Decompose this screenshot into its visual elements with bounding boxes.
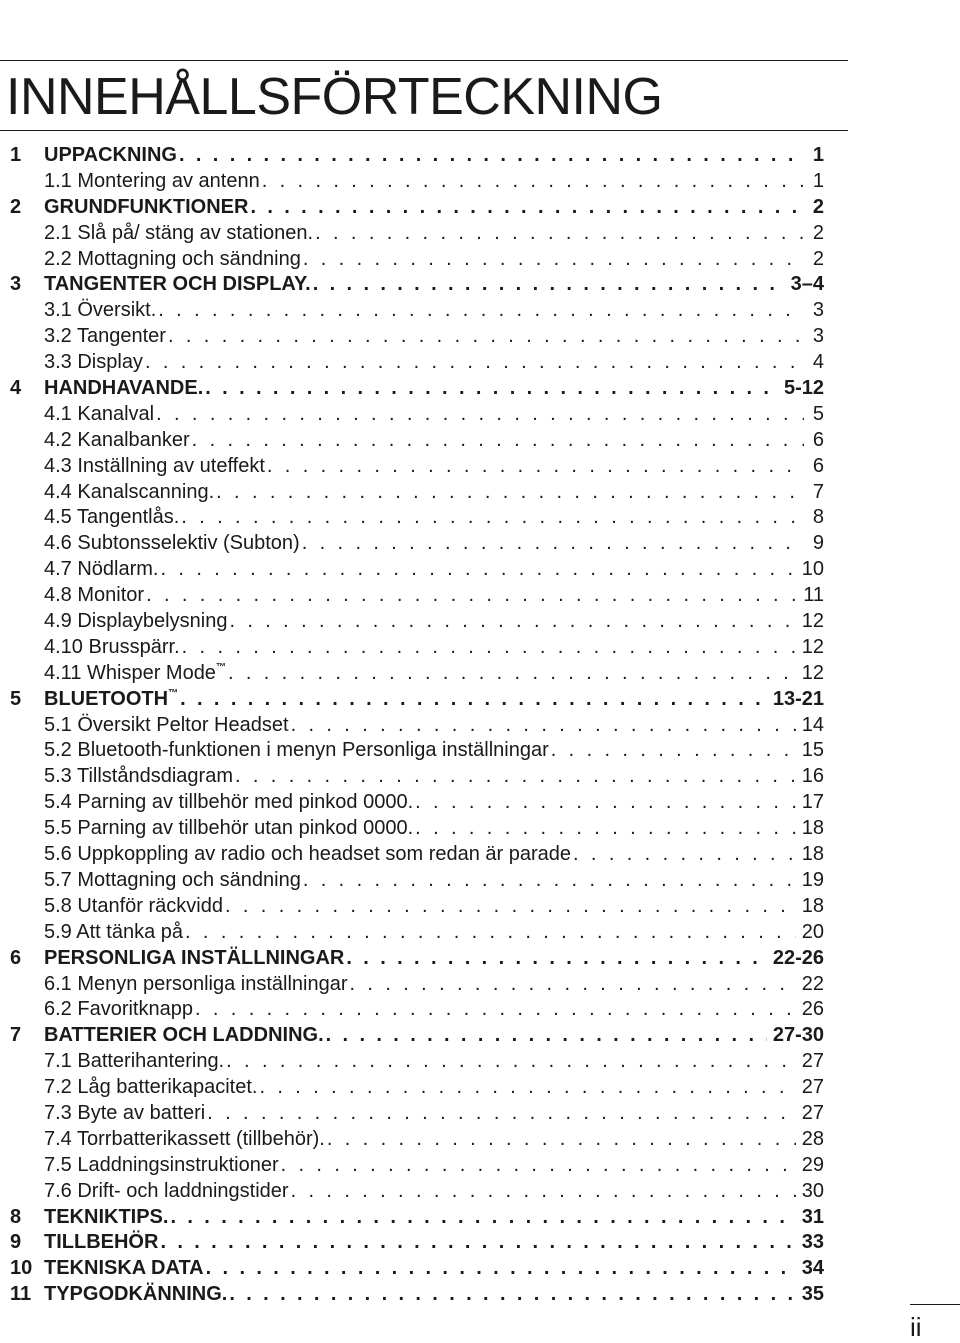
toc-entry-page: 29 [801, 1153, 824, 1176]
toc-entry-title [10, 170, 260, 193]
toc-chapter-entry[interactable] [10, 947, 824, 973]
toc-entry-page: 12 [801, 661, 824, 684]
dot-leader [327, 1128, 796, 1151]
toc-entry-title [10, 222, 313, 245]
toc-entry-title [10, 636, 180, 659]
toc-entry-page: 4 [812, 351, 824, 374]
toc-entry-title-text: 4.5 Tangentlås. [44, 506, 180, 529]
dot-leader [205, 377, 778, 400]
toc-entry-title-text: 3.2 Tangenter [44, 325, 166, 348]
toc-chapter-entry[interactable] [10, 144, 824, 170]
toc-entry-title-text: 3.3 Display [44, 351, 143, 374]
toc-entry-title-text: 4.3 Inställning av uteffekt [44, 454, 265, 477]
toc-section-entry[interactable] [10, 481, 824, 507]
toc-entry-title-text: 4.4 Kanalscanning. [44, 480, 215, 503]
toc-entry-page: 16 [801, 765, 824, 788]
dot-leader [170, 1206, 795, 1229]
toc-entry-title-text: 5.9 Att tänka på [44, 920, 183, 943]
dot-leader [180, 688, 767, 711]
dot-leader [226, 1050, 796, 1073]
toc-entry-page: 9 [812, 532, 824, 555]
toc-entry-number: 11 [10, 1283, 32, 1306]
toc-entry-page: 15 [801, 739, 824, 762]
toc-entry-number: 10 [10, 1257, 33, 1280]
toc-section-entry[interactable] [10, 714, 824, 740]
toc-entry-title-text: 5.1 Översikt Peltor Headset [44, 713, 289, 736]
toc-entry-page: 6 [812, 454, 824, 477]
toc-entry-title-text: 7.4 Torrbatterikassett (tillbehör). [44, 1127, 325, 1150]
toc-entry-title [10, 455, 265, 478]
toc-entry-page: 22-26 [772, 946, 824, 969]
toc-entry-page: 18 [801, 817, 824, 840]
toc-entry-title [44, 196, 248, 219]
toc-entry-title-text: 4.10 Brusspärr. [44, 635, 180, 658]
toc-entry-page: 27 [801, 1050, 824, 1073]
dot-leader [156, 403, 804, 426]
dot-leader [146, 584, 797, 607]
toc-entry-page: 12 [801, 635, 824, 658]
toc-entry-page: 19 [801, 868, 824, 891]
toc-entry-title [10, 1102, 205, 1125]
toc-entry-title-text: TEKNIKTIPS. [44, 1205, 169, 1228]
toc-entry-title [10, 299, 156, 322]
toc-entry-title [10, 558, 159, 581]
toc-entry-page: 8 [812, 506, 824, 529]
toc-entry-title-text: 7.5 Laddningsinstruktioner [44, 1153, 279, 1176]
toc-entry-page: 1 [812, 169, 824, 192]
toc-section-entry[interactable] [10, 403, 824, 429]
toc-section-entry[interactable] [10, 248, 824, 274]
dot-leader [262, 170, 804, 193]
toc-entry-title-text: 2.1 Slå på/ stäng av stationen. [44, 221, 314, 244]
trademark-mark: ™ [215, 661, 226, 673]
toc-entry-title-text: 5.3 Tillståndsdiagram [44, 765, 233, 788]
toc-chapter-entry[interactable] [10, 196, 824, 222]
toc-entry-title-text: 5.8 Utanför räckvidd [44, 894, 223, 917]
dot-leader [303, 248, 804, 271]
toc-entry-title [44, 688, 178, 711]
toc-entry-page: 13-21 [772, 687, 824, 710]
toc-section-entry[interactable] [10, 921, 824, 947]
toc-entry-title [10, 1154, 279, 1177]
toc-entry-title [10, 895, 223, 918]
toc-entry-title-text: 2.2 Mottagning och sändning [44, 247, 301, 270]
toc-entry-page: 5-12 [783, 377, 824, 400]
toc-entry-title [10, 248, 301, 271]
toc-entry-page: 7 [812, 480, 824, 503]
toc-entry-title [44, 377, 203, 400]
toc-entry-title [44, 1257, 204, 1280]
toc-entry-page: 18 [801, 894, 824, 917]
toc-entry-title [10, 481, 214, 504]
toc-entry-page: 27 [801, 1101, 824, 1124]
toc-section-entry[interactable] [10, 610, 824, 636]
toc-section-entry[interactable] [10, 1076, 824, 1102]
toc-section-entry[interactable] [10, 584, 824, 610]
dot-leader [229, 610, 795, 633]
toc-entry-number: 1 [10, 144, 22, 166]
toc-entry-page: 11 [803, 584, 824, 607]
toc-entry-title [10, 843, 571, 866]
toc-entry-title-text: 4.11 Whisper Mode [44, 661, 216, 684]
toc-entry-title-text: 5.4 Parning av tillbehör med pinkod 0000. [44, 791, 414, 814]
toc-entry-title-text: 5.5 Parning av tillbehör utan pinkod 0000. [44, 817, 414, 840]
toc-entry-page: 14 [801, 713, 824, 736]
toc-chapter-entry[interactable] [10, 688, 824, 714]
toc-entry-page: 28 [801, 1127, 824, 1150]
dot-leader [216, 481, 804, 504]
toc-section-entry[interactable] [10, 325, 824, 351]
dot-leader [415, 817, 796, 840]
toc-entry-number: 7 [10, 1024, 22, 1047]
dot-leader [291, 1180, 796, 1203]
toc-chapter-entry[interactable] [10, 1024, 824, 1050]
toc-entry-page: 31 [801, 1205, 824, 1228]
dot-leader [313, 273, 785, 296]
toc-entry-page: 6 [812, 428, 824, 451]
dot-leader [281, 1154, 796, 1177]
toc-entry-page: 5 [812, 402, 824, 425]
toc-entry-number: 3 [10, 273, 22, 296]
toc-entry-page: 2 [812, 221, 824, 244]
dot-leader [206, 1257, 796, 1280]
dot-leader [250, 196, 804, 219]
dot-leader [551, 739, 796, 762]
toc-entry-page: 30 [801, 1179, 824, 1202]
toc-section-entry[interactable] [10, 222, 824, 248]
toc-entry-page: 22 [801, 972, 824, 995]
toc-entry-title-text: 5.6 Uppkoppling av radio och headset som redan är parade [44, 843, 572, 866]
toc-entry-title-text: 4.2 Kanalbanker [44, 428, 190, 451]
dot-leader [158, 299, 804, 322]
toc-entry-title-text: 7.3 Byte av batteri [44, 1101, 206, 1124]
toc-entry-title [10, 817, 413, 840]
toc-entry-page: 3 [812, 325, 824, 348]
toc-entry-page: 27-30 [772, 1024, 824, 1047]
dot-leader [303, 869, 796, 892]
dot-leader [326, 1024, 767, 1047]
toc-entry-title [44, 144, 177, 167]
toc-entry-page: 26 [801, 998, 824, 1021]
toc-entry-page: 1 [812, 144, 824, 166]
toc-section-entry[interactable] [10, 455, 824, 481]
toc-entry-title-text: 3.1 Översikt. [44, 299, 157, 322]
dot-leader [267, 455, 804, 478]
toc-entry-page: 17 [801, 791, 824, 814]
toc-entry-title [10, 429, 190, 452]
toc-chapter-entry[interactable] [10, 1257, 824, 1283]
toc-chapter-entry[interactable] [10, 377, 824, 403]
dot-leader [207, 1102, 796, 1125]
toc-entry-page: 2 [812, 195, 824, 218]
toc-section-entry[interactable] [10, 791, 824, 817]
toc-entry-title-text: TYPGODKÄNNING. [44, 1283, 228, 1306]
trademark-mark: ™ [168, 687, 179, 699]
dot-leader [181, 506, 804, 529]
toc-section-entry[interactable] [10, 1102, 824, 1128]
toc-section-entry[interactable] [10, 1128, 824, 1154]
toc-section-entry[interactable] [10, 895, 824, 921]
toc-chapter-entry[interactable] [10, 1231, 824, 1257]
toc-entry-title-text: 5.7 Mottagning och sändning [44, 868, 301, 891]
toc-entry-number: 4 [10, 377, 22, 400]
toc-section-entry[interactable] [10, 1180, 824, 1206]
toc-section-entry[interactable] [10, 973, 824, 999]
dot-leader [235, 765, 796, 788]
toc-entry-title-text: 6.1 Menyn personliga inställningar [44, 972, 348, 995]
toc-entry-page: 18 [801, 843, 824, 866]
page-number: ii [910, 1312, 922, 1342]
dot-leader [182, 636, 796, 659]
toc-entry-page: 12 [801, 610, 824, 633]
toc-section-entry[interactable] [10, 662, 824, 688]
toc-entry-page: 3 [812, 299, 824, 322]
toc-entry-title-text: 7.6 Drift- och laddningstider [44, 1179, 289, 1202]
toc-section-entry[interactable] [10, 739, 824, 765]
toc-section-entry[interactable] [10, 843, 824, 869]
toc-section-entry[interactable] [10, 429, 824, 455]
toc-entry-page: 20 [801, 920, 824, 943]
dot-leader [350, 973, 796, 996]
toc-entry-title [10, 351, 143, 374]
toc-entry-title-text: 4.8 Monitor [44, 584, 145, 607]
toc-entry-title-text: TANGENTER OCH DISPLAY. [44, 273, 311, 296]
toc-entry-page: 35 [801, 1283, 824, 1306]
toc-entry-title [10, 403, 154, 426]
toc-entry-title [10, 532, 300, 555]
toc-entry-title [44, 1024, 324, 1047]
dot-leader [229, 1283, 795, 1306]
toc-entry-title [10, 325, 166, 348]
toc-entry-title [10, 1180, 289, 1203]
toc-entry-title [10, 584, 144, 607]
toc-entry-page: 34 [801, 1257, 824, 1280]
dot-leader [160, 1231, 795, 1254]
dot-leader [185, 921, 796, 944]
toc-chapter-entry[interactable] [10, 1283, 824, 1309]
toc-entry-title [10, 662, 226, 685]
dot-leader [259, 1076, 795, 1099]
toc-section-entry[interactable] [10, 636, 824, 662]
toc-entry-title [10, 998, 193, 1021]
dot-leader [195, 998, 796, 1021]
toc-entry-page: 2 [812, 247, 824, 270]
dot-leader [168, 325, 804, 348]
toc-section-entry[interactable] [10, 351, 824, 377]
toc-entry-title [10, 610, 227, 633]
dot-leader [225, 895, 796, 918]
toc-entry-title [10, 791, 413, 814]
dot-leader [346, 947, 766, 970]
toc-entry-number: 2 [10, 195, 22, 218]
dot-leader [161, 558, 796, 581]
toc-entry-title-text: 1.1 Montering av antenn [44, 169, 260, 192]
dot-leader [192, 429, 804, 452]
toc-entry-title [44, 273, 311, 296]
toc-entry-title [44, 1231, 158, 1254]
toc-chapter-entry[interactable] [10, 1206, 824, 1232]
toc-section-entry[interactable] [10, 998, 824, 1024]
toc-section-entry[interactable] [10, 532, 824, 558]
toc-entry-title [10, 714, 289, 737]
toc-entry-title-text: 5.2 Bluetooth-funktionen i menyn Personliga inställningar [44, 739, 549, 762]
toc-chapter-entry[interactable] [10, 273, 824, 299]
toc-entry-title [10, 1128, 325, 1151]
dot-leader [302, 532, 804, 555]
toc-section-entry[interactable] [10, 1154, 824, 1180]
toc-entry-title [44, 1206, 168, 1229]
toc-section-entry[interactable] [10, 817, 824, 843]
table-of-contents [10, 144, 824, 1309]
toc-section-entry[interactable] [10, 869, 824, 895]
toc-entry-title-text: TILLBEHÖR [44, 1231, 159, 1254]
toc-entry-number: 9 [10, 1231, 22, 1254]
toc-entry-number: 6 [10, 946, 22, 969]
toc-section-entry[interactable] [10, 765, 824, 791]
toc-entry-page: 27 [801, 1076, 824, 1099]
toc-entry-title-text: BLUETOOTH [44, 687, 169, 710]
toc-section-entry[interactable] [10, 506, 824, 532]
toc-entry-title-text: HANDHAVANDE. [44, 377, 204, 400]
toc-entry-title [10, 921, 183, 944]
toc-entry-title-text: 7.1 Batterihantering. [44, 1050, 225, 1073]
toc-section-entry[interactable] [10, 299, 824, 325]
toc-entry-title-text: TEKNISKA DATA [44, 1257, 204, 1280]
toc-entry-page: 10 [801, 558, 824, 581]
title-rule [0, 130, 848, 131]
toc-entry-title [10, 869, 301, 892]
toc-entry-page: 3–4 [790, 273, 824, 296]
page-number-rule [910, 1304, 960, 1305]
dot-leader [315, 222, 804, 245]
dot-leader [415, 791, 796, 814]
toc-section-entry[interactable] [10, 558, 824, 584]
toc-entry-title [44, 947, 344, 970]
toc-entry-title-text: BATTERIER OCH LADDNING. [44, 1024, 324, 1047]
toc-entry-title [10, 765, 233, 788]
dot-leader [291, 714, 796, 737]
toc-entry-title-text: GRUNDFUNKTIONER [44, 195, 249, 218]
toc-entry-title [10, 506, 179, 529]
toc-entry-title-text: UPPACKNING [44, 144, 177, 166]
toc-entry-title-text: 4.1 Kanalval [44, 402, 155, 425]
toc-entry-title-text: PERSONLIGA INSTÄLLNINGAR [44, 946, 345, 969]
toc-entry-title-text: 6.2 Favoritknapp [44, 998, 193, 1021]
toc-entry-title [10, 1050, 224, 1073]
top-rule [0, 60, 848, 61]
dot-leader [145, 351, 804, 374]
dot-leader [179, 144, 804, 167]
toc-entry-title-text: 4.7 Nödlarm. [44, 558, 159, 581]
dot-leader [228, 662, 796, 685]
toc-section-entry[interactable] [10, 1050, 824, 1076]
page-title: INNEHÅLLSFÖRTECKNING [6, 68, 663, 126]
toc-entry-number: 8 [10, 1205, 22, 1228]
toc-entry-title [10, 1076, 257, 1099]
toc-entry-title-text: 7.2 Låg batterikapacitet. [44, 1076, 258, 1099]
toc-entry-title [44, 1283, 227, 1306]
toc-entry-title-text: 4.6 Subtonsselektiv (Subton) [44, 532, 300, 555]
toc-entry-title-text: 4.9 Displaybelysning [44, 610, 228, 633]
dot-leader [573, 843, 796, 866]
toc-entry-title [10, 739, 549, 762]
toc-entry-title [10, 973, 348, 996]
toc-entry-page: 33 [801, 1231, 824, 1254]
toc-section-entry[interactable] [10, 170, 824, 196]
toc-entry-number: 5 [10, 687, 22, 710]
